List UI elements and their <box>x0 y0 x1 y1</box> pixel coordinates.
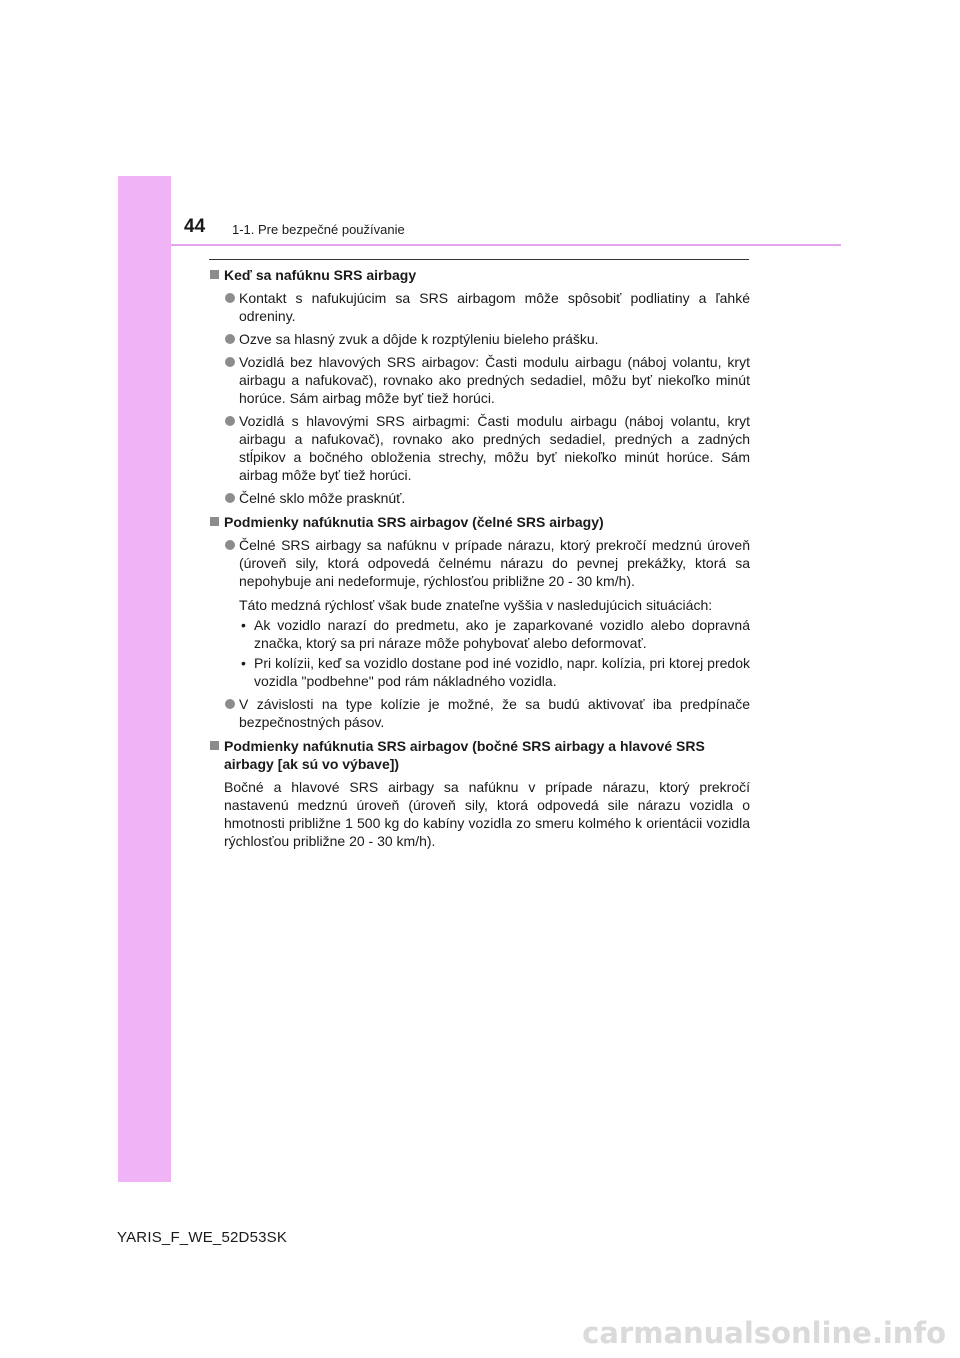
content-rule <box>209 259 749 260</box>
dot-marker: • <box>241 617 246 633</box>
paragraph: Táto medzná rýchlosť však bude znateľne vyššia v nasledujúcich situáciách: <box>239 597 713 613</box>
square-bullet-icon <box>210 270 219 279</box>
section-heading: Podmienky nafúknutia SRS airbagov (čelné SRS airbagy) <box>208 513 750 531</box>
page-number: 44 <box>184 216 206 237</box>
list-item: Čelné SRS airbagy sa nafúknu v prípade nárazu, ktorý prekročí medznú úroveň (úroveň sily, ktorá odpovedá čelnému nárazu do pevnej prekážky, ktorá sa nepohybuje ani nedeformuje, rýchlosťou približne 20 - 30 km/h). <box>208 536 750 590</box>
list-item: Čelné sklo môže prasknúť. <box>208 489 750 507</box>
circle-bullet-icon <box>225 493 235 503</box>
section-heading: Keď sa nafúknu SRS airbagy <box>208 266 750 284</box>
content <box>208 266 750 850</box>
section-title: 1-1. Pre bezpečné používanie <box>232 222 405 237</box>
circle-bullet-icon <box>225 357 235 367</box>
section-airbag-deploy <box>208 266 750 507</box>
square-bullet-icon <box>210 741 219 750</box>
dot-marker: • <box>241 655 246 671</box>
list-item: Vozidlá bez hlavových SRS airbagov: Časti modulu airbagu (náboj volantu, kryt airbagu a nafukovač), rovnako ako predných sedadiel, môžu byť niekoľko minút horúce. Sám airbag môže byť tiež horúci. <box>208 353 750 407</box>
section-front-airbag-conditions <box>208 513 750 731</box>
sub-list-item: • Pri kolízii, keď sa vozidlo dostane pod iné vozidlo, napr. kolízia, pri ktorej predok vozidla "podbehne" pod rám nákladného vozidla. <box>241 655 750 689</box>
circle-bullet-icon <box>225 334 235 344</box>
list-item: Ozve sa hlasný zvuk a dôjde k rozptýleniu bieleho prášku. <box>208 330 750 348</box>
list-item: V závislosti na type kolízie je možné, že sa budú aktivovať iba predpínače bezpečnostných pásov. <box>208 695 750 731</box>
circle-bullet-icon <box>225 540 235 550</box>
watermark: carmanualsonline.info <box>582 1316 946 1350</box>
circle-bullet-icon <box>225 416 235 426</box>
list-item: Vozidlá s hlavovými SRS airbagmi: Časti modulu airbagu (náboj volantu, kryt airbagu a nafukovač), rovnako ako predných sedadiel, predných a zadných stĺpikov a bočného obloženia strechy, môžu byť niekoľko minút horúce. Sám airbag môže byť tiež horúci. <box>208 412 750 484</box>
header-rule <box>171 244 841 246</box>
paragraph: Bočné a hlavové SRS airbagy sa nafúknu v prípade nárazu, ktorý prekročí nastavenú medznú úroveň (úroveň sily, ktorá odpovedá sile nárazu vozidla o hmotnosti približne 1 500 kg do kabíny vozidla zo smeru kolmého k orientácii vozidla rýchlosťou približne 20 - 30 km/h). <box>224 779 750 849</box>
section-side-airbag-conditions <box>208 737 750 850</box>
circle-bullet-icon <box>225 699 235 709</box>
section-heading: Podmienky nafúknutia SRS airbagov (bočné SRS airbagy a hlavové SRS airbagy [ak sú vo výbave]) <box>208 737 750 773</box>
document-code: YARIS_F_WE_52D53SK <box>117 1229 288 1246</box>
sub-list-item: • Ak vozidlo narazí do predmetu, ako je zaparkované vozidlo alebo dopravná značka, ktorý sa pri náraze môže pohybovať alebo deformovať. <box>241 617 750 651</box>
list-item: Kontakt s nafukujúcim sa SRS airbagom môže spôsobiť podliatiny a ľahké odreniny. <box>208 289 750 325</box>
sidebar-tab <box>118 176 171 1182</box>
circle-bullet-icon <box>225 293 235 303</box>
square-bullet-icon <box>210 517 219 526</box>
